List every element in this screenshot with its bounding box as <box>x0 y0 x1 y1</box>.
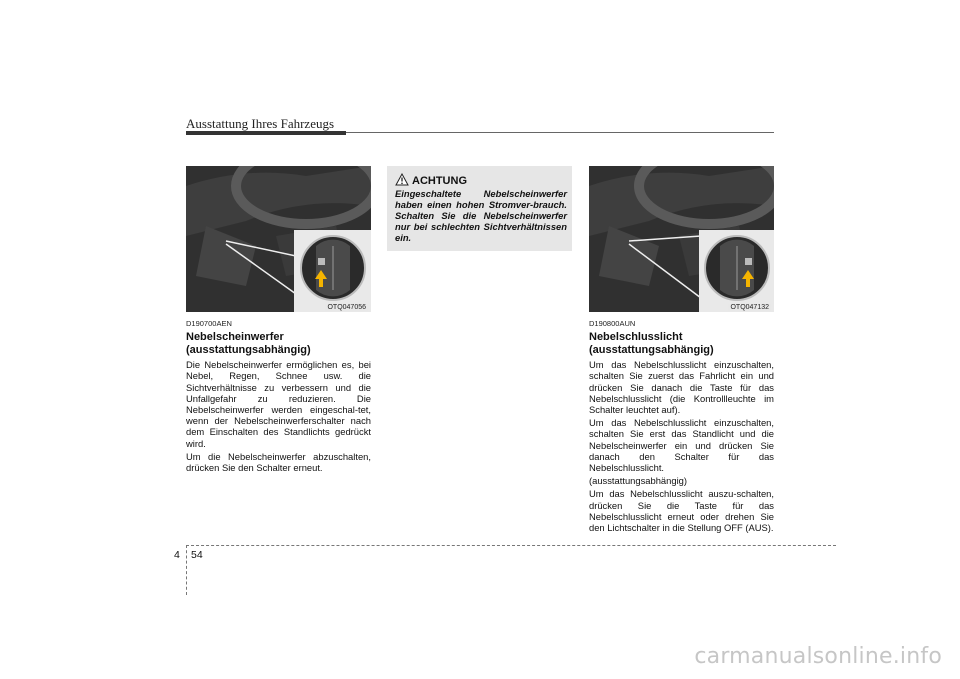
dashboard-illustration <box>186 166 371 312</box>
running-header: Ausstattung Ihres Fahrzeugs <box>186 116 335 131</box>
warning-triangle-icon <box>395 173 409 186</box>
section-title-line2: (ausstattungsabhängig) <box>589 343 714 356</box>
paragraph: Um das Nebelschlusslicht auszu-schalten, drücken Sie die Taste für das Nebelschlusslicht erneut oder drehen Sie den Lichtschalter in die Stellung OFF (AUS). <box>589 488 774 534</box>
paragraph: Um die Nebelscheinwerfer abzuschalten, drücken Sie den Schalter erneut. <box>186 450 371 474</box>
section-code: D190800AUN <box>589 319 636 328</box>
section-title <box>589 331 774 356</box>
paragraph: Die Nebelscheinwerfer ermöglichen es, bei Nebel, Regen, Schnee usw. die Sichtverhältnisse zu verbessern und die Unfallgefahr zu reduzieren. Die Nebelscheinwerfer werden eingeschal-tet, wenn der Nebelscheinwerferschalter nach dem Einschalten des Standlichts gedrückt wird. <box>186 359 371 449</box>
paragraph: Um das Nebelschlusslicht einzuschalten, schalten Sie zuerst das Fahrlicht ein und drücken Sie danach die Taste für das Nebelschlusslicht (die Kontrollleuchte im Schalter leuchtet auf). <box>589 359 774 416</box>
warning-text: Eingeschaltete Nebelscheinwerfer haben einen hohen Stromver-brauch. Schalten Sie die Nebelscheinwerfer nur bei schlechten Sichtverhältnissen ein. <box>395 188 567 243</box>
footer-vertical-rule <box>186 545 187 595</box>
footer-rule <box>186 545 836 546</box>
right-column <box>589 318 774 535</box>
header-rule-accent <box>186 131 346 135</box>
rear-fog-light-switch-figure <box>589 166 774 312</box>
left-column <box>186 318 371 475</box>
section-title-line1: Nebelschlusslicht <box>589 331 683 344</box>
paragraph: Um das Nebelschlusslicht einzuschalten, schalten Sie erst das Standlicht und die Nebelscheinwerfer ein und drücken Sie danach den Schalter für das Nebelschlusslicht. <box>589 417 774 474</box>
section-title <box>186 331 371 356</box>
paragraph: (ausstattungsabhängig) <box>589 475 687 487</box>
fog-light-switch-figure <box>186 166 371 312</box>
warning-heading: ACHTUNG <box>412 175 467 187</box>
watermark: carmanualsonline.info <box>694 644 942 669</box>
warning-box <box>387 166 572 251</box>
section-title-line2: (ausstattungsabhängig) <box>186 343 311 356</box>
figure-code: OTQ047056 <box>327 304 366 311</box>
section-title-line1: Nebelscheinwerfer <box>186 331 284 344</box>
dashboard-illustration <box>589 166 774 312</box>
section-code: D190700AEN <box>186 319 232 328</box>
page-number: 54 <box>191 549 203 561</box>
figure-code: OTQ047132 <box>730 304 769 311</box>
chapter-number: 4 <box>174 549 180 561</box>
